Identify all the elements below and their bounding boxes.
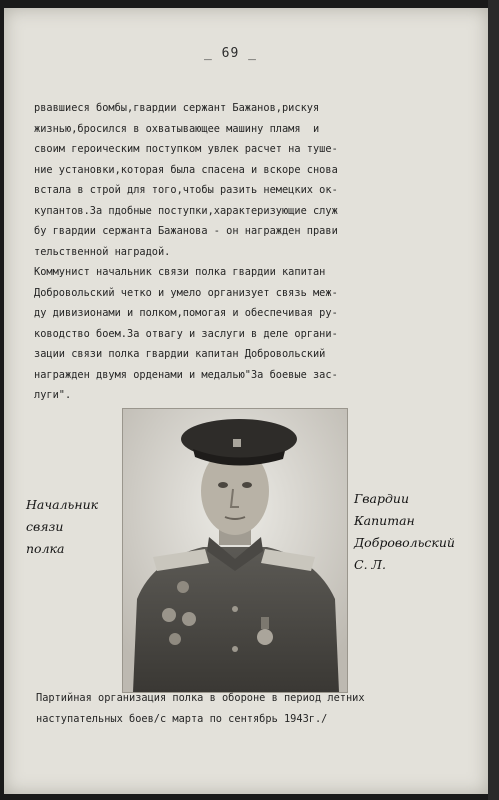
portrait-photo	[122, 408, 348, 693]
footer-line: Партийная организация полка в обороне в период летних	[36, 692, 365, 704]
caption-right-line: Добровольский	[354, 535, 455, 550]
text-line: Добровольский четко и умело организует связь меж-	[34, 286, 338, 299]
caption-right	[354, 488, 455, 576]
text-line: своим героическим поступком увлек расчет на туше-	[34, 143, 338, 155]
text-line: рвавшиеся бомбы,гвардии сержант Бажанов,рискуя	[34, 102, 320, 114]
portrait-image	[123, 409, 347, 692]
caption-left-line: связи	[26, 519, 64, 534]
page-number: _ 69 _	[204, 46, 257, 61]
caption-left-line: Начальник	[26, 497, 99, 512]
text-line: ду дивизионами и полком,помогая и обеспечивая ру-	[34, 307, 338, 319]
text-line: купантов.За пдобные поступки,характеризующие служ	[34, 204, 338, 217]
caption-right-line: Капитан	[354, 513, 415, 528]
footer-text	[36, 688, 476, 729]
text-line: зации связи полка гвардии капитан Добровольский	[34, 348, 326, 360]
footer-line: наступательных боев/с марта по сентябрь 1943г./	[36, 712, 328, 725]
text-line: ние установки,которая была спасена и вскоре снова	[34, 163, 338, 176]
caption-left	[26, 494, 98, 560]
text-line: тельственной наградой.	[34, 245, 171, 258]
body-text	[34, 98, 474, 406]
text-line: бу гвардии сержанта Бажанова - он награжден прави	[34, 225, 338, 237]
caption-left-line: полка	[26, 541, 65, 556]
text-line: встала в строй для того,чтобы разить немецких ок-	[34, 184, 338, 196]
text-line: ководство боем.За отвагу и заслуги в деле органи-	[34, 327, 338, 340]
text-line: Коммунист начальник связи полка гвардии капитан	[34, 266, 326, 278]
text-line: луги".	[34, 389, 72, 401]
page-edge	[488, 0, 499, 800]
caption-right-line: С. Л.	[354, 557, 386, 572]
text-line: награжден двумя орденами и медалью"За боевые зас-	[34, 368, 338, 381]
document-page	[4, 8, 488, 794]
caption-right-line: Гвардии	[354, 491, 410, 506]
text-line: жизнью,бросился в охватывающее машину пламя и	[34, 122, 320, 135]
